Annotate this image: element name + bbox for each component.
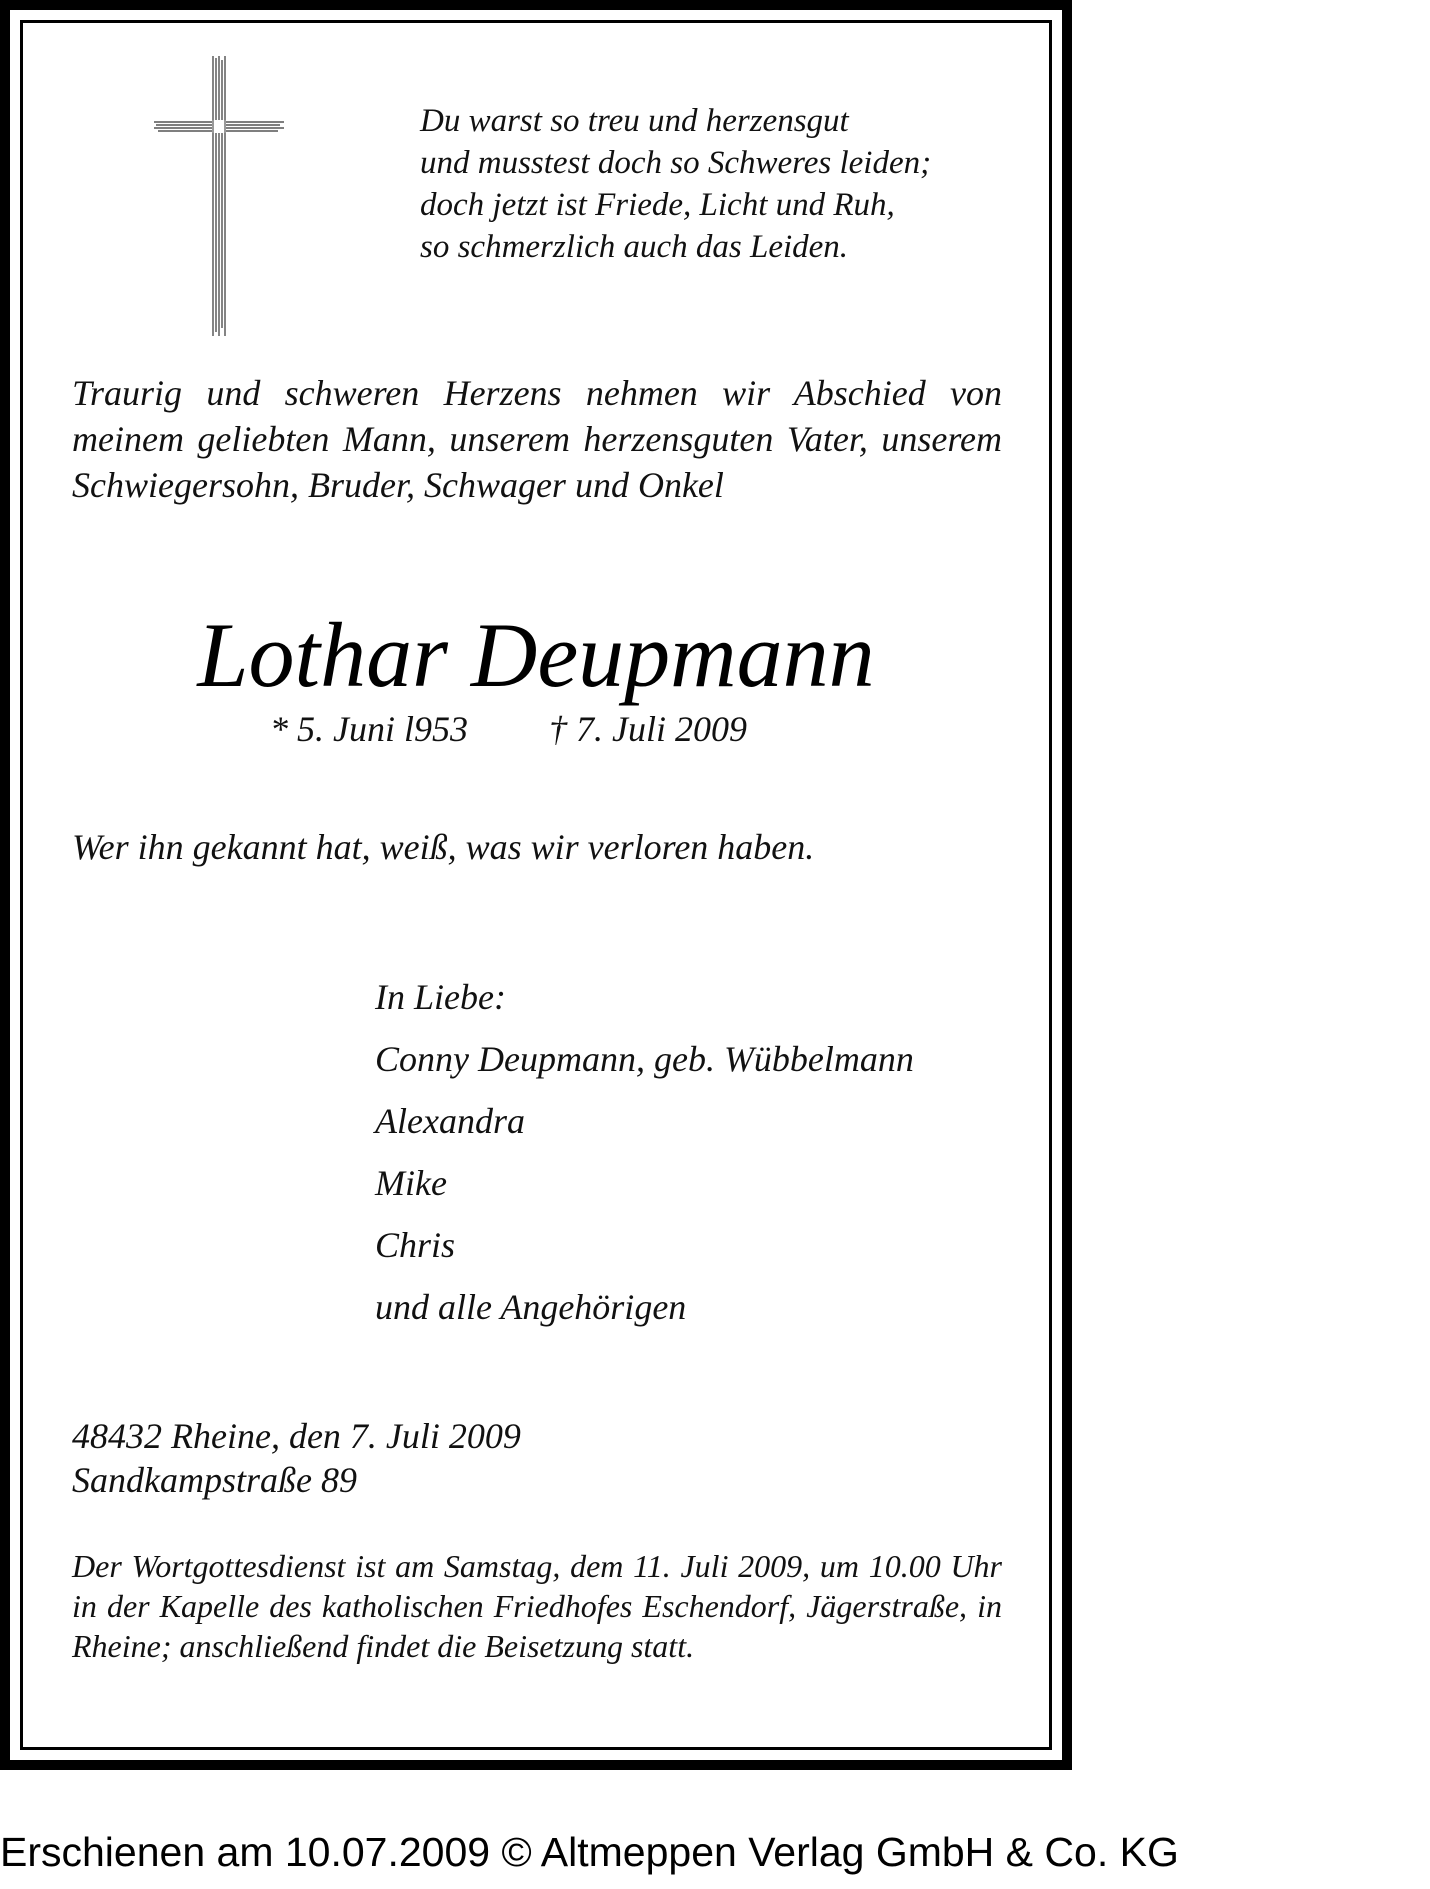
poem-line: und musstest doch so Schweres leiden; bbox=[420, 145, 932, 181]
service-notice: Der Wortgottesdienst ist am Samstag, dem 11. Juli 2009, um 10.00 Uhr in der Kapelle des katholischen Friedhofes Eschendorf, Jägerstraße, in Rheine; anschließend findet die Beisetzung statt. bbox=[72, 1548, 1002, 1664]
address-line-place-date: 48432 Rheine, den 7. Juli 2009 bbox=[72, 1416, 521, 1456]
poem bbox=[420, 100, 931, 268]
memorial-quote: Wer ihn gekannt hat, weiß, was wir verloren haben. bbox=[72, 827, 815, 867]
family-heading: In Liebe: bbox=[375, 977, 506, 1017]
family-list bbox=[375, 966, 914, 1338]
farewell-intro: Traurig und schweren Herzens nehmen wir Abschied von meinem geliebten Mann, unserem herzensguten Vater, unserem Schwiegersohn, Bruder, Schwager und Onkel bbox=[72, 373, 1002, 505]
address bbox=[72, 1414, 521, 1502]
address-line-street: Sandkampstraße 89 bbox=[72, 1460, 357, 1500]
poem-line: doch jetzt ist Friede, Licht und Ruh, bbox=[420, 187, 895, 223]
poem-line: so schmerzlich auch das Leiden. bbox=[420, 229, 849, 265]
death-date: † 7. Juli 2009 bbox=[548, 709, 747, 749]
family-member: Mike bbox=[375, 1163, 447, 1203]
life-dates bbox=[270, 706, 747, 752]
publication-footer: Erschienen am 10.07.2009 © Altmeppen Verlag GmbH & Co. KG bbox=[0, 1829, 1179, 1875]
birth-date: * 5. Juni l953 bbox=[270, 709, 468, 749]
family-member: Conny Deupmann, geb. Wübbelmann bbox=[375, 1039, 914, 1079]
family-member: Chris bbox=[375, 1225, 456, 1265]
cross-icon bbox=[154, 56, 284, 336]
family-member: und alle Angehörigen bbox=[375, 1287, 687, 1327]
deceased-name: Lothar Deupmann bbox=[197, 604, 875, 706]
family-member: Alexandra bbox=[375, 1101, 525, 1141]
poem-line: Du warst so treu und herzensgut bbox=[420, 103, 849, 139]
